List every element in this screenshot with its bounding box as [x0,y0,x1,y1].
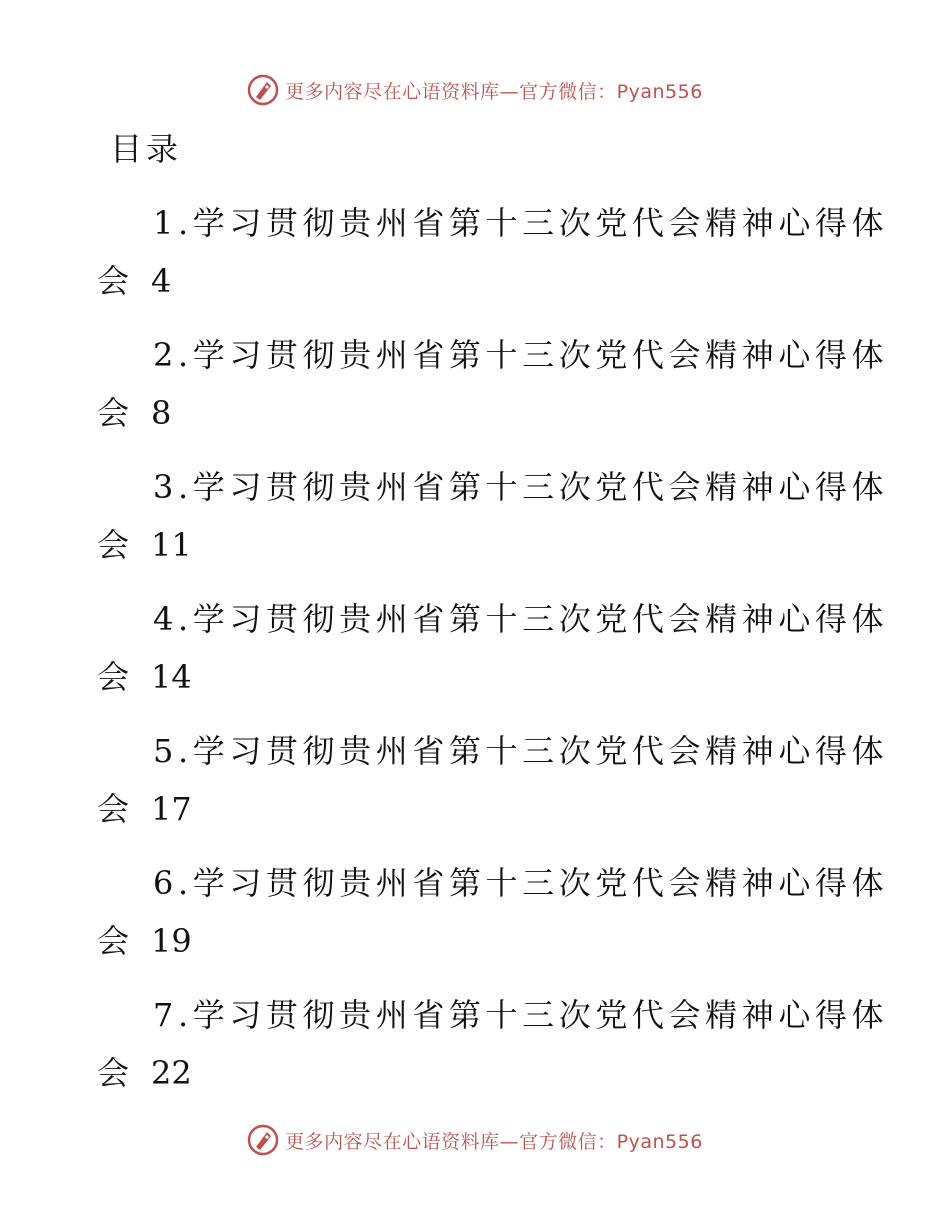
toc-entry-title-tail: 会 [97,394,130,432]
toc-entry-title: 学习贯彻贵州省第十三次党代会精神心得体 [192,864,889,902]
toc-entry-number: 3. [153,468,193,506]
toc-entry-title: 学习贯彻贵州省第十三次党代会精神心得体 [192,336,889,374]
toc-entry[interactable] [97,850,889,982]
toc-entry-title-tail: 会 [97,658,130,696]
footer-watermark [0,1120,950,1160]
toc-entry-title-tail: 会 [97,922,130,960]
pen-nib-logo-icon [247,74,279,106]
toc-entry-number: 2. [153,336,193,374]
toc-entry-title-tail: 会 [97,790,130,828]
toc-entry-number: 1. [153,204,193,242]
toc-entry-title: 学习贯彻贵州省第十三次党代会精神心得体 [192,204,889,242]
toc-entry-title: 学习贯彻贵州省第十三次党代会精神心得体 [192,468,889,506]
toc-entry[interactable] [97,718,889,850]
toc-entry[interactable] [97,586,889,718]
toc-entry-page-number: 17 [151,790,192,828]
toc-entry-title: 学习贯彻贵州省第十三次党代会精神心得体 [192,732,889,770]
toc-entry-title-tail: 会 [97,262,130,300]
toc-entry-page-number: 8 [151,394,172,432]
toc-entry[interactable] [97,454,889,586]
toc-entry-page-number: 19 [151,922,192,960]
toc-entry-title: 学习贯彻贵州省第十三次党代会精神心得体 [192,996,889,1034]
toc-entry-page-number: 4 [151,262,172,300]
toc-entry-number: 4. [153,600,193,638]
toc-entry-page-number: 22 [151,1054,192,1092]
toc-entry-title-tail: 会 [97,526,130,564]
toc-entry[interactable] [97,322,889,454]
toc-title: 目录 [110,130,183,168]
toc-entry-title-tail: 会 [97,1054,130,1092]
header-watermark [0,70,950,110]
toc-entry[interactable] [97,190,889,322]
toc-entry-number: 7. [153,996,193,1034]
toc-entry-page-number: 11 [151,526,192,564]
toc-entry-number: 6. [153,864,193,902]
toc-entry-title: 学习贯彻贵州省第十三次党代会精神心得体 [192,600,889,638]
toc-entry-page-number: 14 [151,658,192,696]
pen-nib-logo-icon [247,1124,279,1156]
watermark-text: 更多内容尽在心语资料库—官方微信：Pyan556 [285,1130,703,1153]
toc-list [97,190,889,1114]
toc-entry-number: 5. [153,732,193,770]
toc-entry[interactable] [97,982,889,1114]
watermark-text: 更多内容尽在心语资料库—官方微信：Pyan556 [285,80,703,103]
